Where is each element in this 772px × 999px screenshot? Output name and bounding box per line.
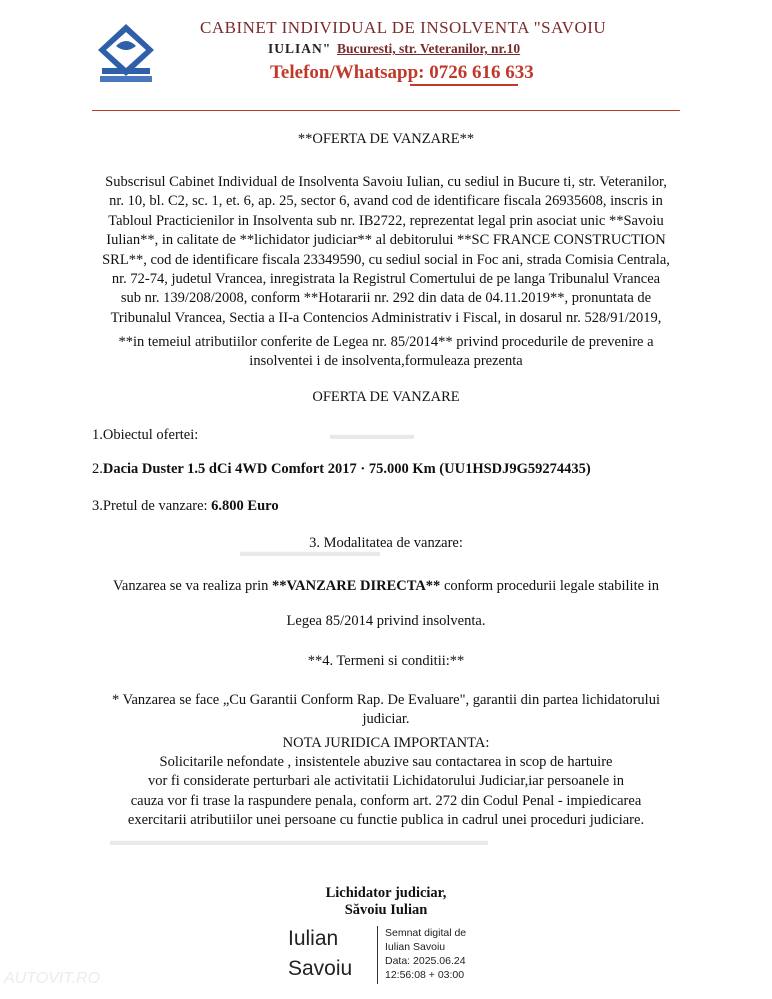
document-title: **OFERTA DE VANZARE** xyxy=(297,131,475,147)
site-watermark: AUTOVIT.RO xyxy=(4,970,101,987)
note-line: Solicitarile nefondate , insistentele abuzive sau contactarea in scop de hartuire xyxy=(159,754,613,770)
sale-method-law: Legea 85/2014 privind insolventa. xyxy=(286,613,486,629)
phone-underline xyxy=(410,84,518,86)
legal-basis xyxy=(60,333,712,372)
signature-first-name: Iulian xyxy=(288,927,339,950)
ghost-text: ▬▬▬▬▬▬▬▬▬▬▬▬▬▬▬▬▬▬▬▬▬▬▬▬▬▬▬ xyxy=(110,834,488,849)
signer-name: Săvoiu Iulian xyxy=(344,902,428,918)
price-label: 3.Pretul de vanzare: xyxy=(92,498,208,514)
ghost-text: ▬▬▬▬▬▬▬▬▬▬ xyxy=(240,545,380,560)
intro-line: Tribunalul Vrancea, Sectia a II-a Contencios Administrativ i Fiscal, in dosarul nr. 528/91/2019, xyxy=(110,309,662,326)
intro-line: Iulian**, in calitate de **lichidator judiciar** al debitorului **SC FRANCE CONSTRUCTION xyxy=(106,232,666,249)
header-cabinet-name: CABINET INDIVIDUAL DE INSOLVENTA "SAVOIU xyxy=(200,18,607,37)
section-price xyxy=(92,497,279,516)
intro-line: SRL**, cod de identificare fiscala 23349590, cu sediul social in Foc ani, strada Comisia Centrala, xyxy=(102,251,670,268)
signature-meta-line: Semnat digital de xyxy=(385,927,467,939)
header-name-continued: IULIAN" xyxy=(268,41,332,56)
digital-signature-names xyxy=(288,924,352,984)
signature-meta-line: 12:56:08 + 03:00 xyxy=(385,969,465,981)
intro-line: nr. 10, bl. C2, sc. 1, et. 6, ap. 25, sector 6, avand cod de identificare fiscala 26935608, inscris in xyxy=(109,193,663,210)
header-divider xyxy=(92,110,680,111)
note-line: cauza vor fi trase la raspundere penala, conform art. 272 din Codul Penal - impiedicarea xyxy=(130,792,642,809)
signature-meta-line: Data: 2025.06.24 xyxy=(385,955,466,967)
signer-role: Lichidator judiciar, xyxy=(325,885,447,901)
cabinet-logo-icon xyxy=(92,20,160,86)
intro-line: nr. 72-74, judetul Vrancea, inregistrata la Registrul Comertului de pe langa Tribunalul Vrancea xyxy=(111,271,661,288)
intro-line: Subscrisul Cabinet Individual de Insolventa Savoiu Iulian, cu sediul in Bucure ti, str. Veteranilor, xyxy=(105,174,667,190)
section-object-label: 1.Obiectul ofertei: xyxy=(92,427,199,443)
terms-heading: **4. Termeni si conditii:** xyxy=(307,653,465,669)
header-phone: Telefon/Whatsapp: 0726 616 633 xyxy=(270,62,534,83)
sale-method-post: conform procedurii legale stabilite in xyxy=(440,578,659,594)
terms-line: judiciar. xyxy=(362,711,410,728)
sale-method-bold: **VANZARE DIRECTA** xyxy=(272,578,441,594)
signature-meta-line: Iulian Savoiu xyxy=(385,941,446,953)
legal-note-heading: NOTA JURIDICA IMPORTANTA: xyxy=(282,735,490,751)
signature-last-name: Savoiu xyxy=(288,957,353,980)
vehicle-description: Dacia Duster 1.5 dCi 4WD Comfort 2017 · 75.000 Km (UU1HSDJ9G59274435) xyxy=(102,461,591,477)
legal-note xyxy=(60,753,712,831)
header-address: Bucuresti, str. Veteranilor, nr.10 xyxy=(337,41,521,56)
item-number: 2. xyxy=(92,461,103,477)
terms-line: * Vanzarea se face „Cu Garantii Conform Rap. De Evaluare", garantii din partea lichidatorului xyxy=(112,692,660,708)
offer-subtitle: OFERTA DE VANZARE xyxy=(312,389,460,405)
signature-divider xyxy=(377,926,378,984)
basis-line: **in temeiul atributiilor conferite de Legea nr. 85/2014** privind procedurile de prevenire a xyxy=(118,334,654,350)
price-value: 6.800 Euro xyxy=(211,498,279,514)
note-line: exercitarii atributiilor unei persoane cu functie publica in cadrul unei proceduri judiciare. xyxy=(127,812,645,829)
basis-line: insolventei i de insolventa,formuleaza prezenta xyxy=(249,353,523,370)
intro-paragraph xyxy=(60,173,712,328)
section-item xyxy=(92,460,591,479)
ghost-text: ▬▬▬▬▬▬ xyxy=(330,428,414,443)
sale-method-pre: Vanzarea se va realiza prin xyxy=(113,578,273,594)
digital-signature-meta xyxy=(385,926,466,982)
sale-method-text xyxy=(0,577,772,596)
intro-line: sub nr. 139/208/2008, conform **Hotararii nr. 292 din data de 04.11.2019**, pronuntata de xyxy=(120,290,652,307)
sale-method-heading: 3. Modalitatea de vanzare: xyxy=(309,535,463,551)
terms-text xyxy=(60,691,712,730)
intro-line: Tabloul Practicienilor in Insolventa sub nr. IB2722, reprezentat legal prin asociat unic **Savoiu xyxy=(108,212,664,229)
note-line: vor fi considerate perturbari ale activitatii Lichidatorului Judiciar,iar persoanele in xyxy=(147,773,625,790)
